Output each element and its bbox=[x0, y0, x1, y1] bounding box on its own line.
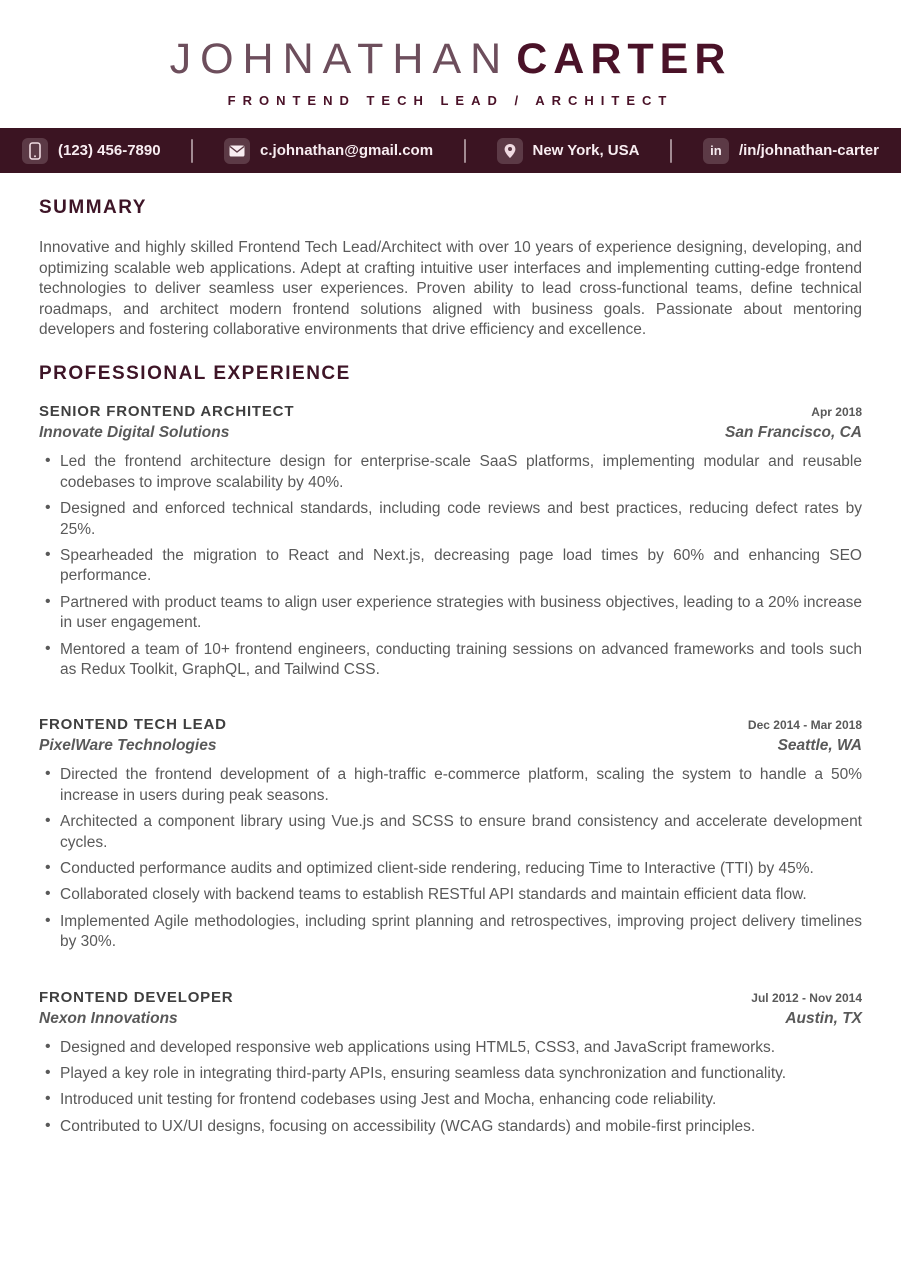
job-entry bbox=[39, 716, 862, 952]
job-location: Seattle, WA bbox=[777, 737, 862, 755]
contact-location-text: New York, USA bbox=[532, 142, 640, 160]
job-bullets bbox=[39, 1038, 862, 1138]
contact-separator bbox=[670, 139, 672, 163]
contact-separator bbox=[464, 139, 466, 163]
job-bullet: • Introduced unit testing for frontend codebases using Jest and Mocha, enhancing code reliability. bbox=[39, 1090, 862, 1110]
summary-section bbox=[39, 197, 862, 340]
job-bullet: • Conducted performance audits and optimized client-side rendering, reducing Time to Interactive (TTI) by 45%. bbox=[39, 859, 862, 879]
job-company: Innovate Digital Solutions bbox=[39, 424, 230, 442]
job-bullet: • Played a key role in integrating third-party APIs, ensuring seamless data synchronization and functionality. bbox=[39, 1064, 862, 1084]
job-bullet: • Collaborated closely with backend teams to establish RESTful API standards and maintain efficient data flow. bbox=[39, 885, 862, 905]
contact-phone bbox=[22, 138, 161, 164]
job-role: SENIOR FRONTEND ARCHITECT bbox=[39, 403, 295, 421]
job-bullet: • Implemented Agile methodologies, including sprint planning and retrospectives, improving project delivery timelines by 30%. bbox=[39, 912, 862, 953]
job-date: Dec 2014 - Mar 2018 bbox=[747, 718, 862, 733]
job-role: FRONTEND DEVELOPER bbox=[39, 988, 234, 1006]
job-bullet: • Directed the frontend development of a high-traffic e-commerce platform, scaling the system to handle a 50% increase in users during peak seasons. bbox=[39, 765, 862, 806]
job-bullet: • Spearheaded the migration to React and Next.js, decreasing page load times by 60% and enhancing SEO performance. bbox=[39, 546, 862, 587]
contact-email-text: c.johnathan@gmail.com bbox=[260, 142, 434, 160]
job-bullets bbox=[39, 452, 862, 680]
job-bullet: • Led the frontend architecture design for enterprise-scale SaaS platforms, implementing modular and reusable codebases to improve scalability by 40%. bbox=[39, 452, 862, 493]
experience-heading: PROFESSIONAL EXPERIENCE bbox=[39, 363, 351, 385]
job-bullet: • Architected a component library using Vue.js and SCSS to ensure brand consistency and accelerate development cycles. bbox=[39, 812, 862, 853]
contact-phone-text: (123) 456-7890 bbox=[58, 142, 161, 160]
job-entry bbox=[39, 403, 862, 680]
contact-bar bbox=[0, 128, 901, 173]
candidate-name bbox=[0, 36, 901, 83]
location-pin-icon bbox=[497, 138, 523, 164]
contact-linkedin bbox=[703, 138, 879, 164]
linkedin-icon bbox=[703, 138, 729, 164]
job-entry bbox=[39, 989, 862, 1138]
job-title-subtitle: FRONTEND TECH LEAD / ARCHITECT bbox=[227, 93, 674, 109]
contact-linkedin-text: /in/johnathan-carter bbox=[738, 142, 879, 160]
linkedin-icon-glyph: in bbox=[710, 143, 722, 159]
contact-separator bbox=[191, 139, 193, 163]
job-location: San Francisco, CA bbox=[725, 424, 862, 442]
job-bullet: • Designed and developed responsive web applications using HTML5, CSS3, and JavaScript frameworks. bbox=[39, 1038, 862, 1058]
summary-paragraph: Innovative and highly skilled Frontend Tech Lead/Architect with over 10 years of experience designing, developing, and optimizing scalable web applications. Adept at crafting intuitive user interfaces and implementing cutting-edge frontend technologies to deliver seamless user experiences. Proven ability to lead cross-functional teams, define technical roadmaps, and architect modern frontend solutions aligned with business goals. Passionate about mentoring developers and fostering collaborative environments that drive efficiency and excellence. bbox=[39, 239, 862, 338]
summary-heading: SUMMARY bbox=[39, 197, 147, 219]
first-name: JOHNATHAN bbox=[169, 35, 511, 83]
resume-body bbox=[0, 197, 901, 1137]
last-name: CARTER bbox=[516, 35, 732, 83]
job-location: Austin, TX bbox=[785, 1009, 862, 1027]
job-company: PixelWare Technologies bbox=[39, 737, 217, 755]
job-bullet: • Mentored a team of 10+ frontend engineers, conducting training sessions on advanced frameworks and tools such as Redux Toolkit, GraphQL, and Tailwind CSS. bbox=[39, 640, 862, 681]
job-date: Jul 2012 - Nov 2014 bbox=[751, 990, 862, 1005]
job-role: FRONTEND TECH LEAD bbox=[39, 716, 227, 734]
job-bullets bbox=[39, 765, 862, 952]
experience-section bbox=[39, 363, 862, 1137]
job-bullet: • Partnered with product teams to align user experience strategies with business objectives, leading to a 20% increase in user engagement. bbox=[39, 593, 862, 634]
job-company: Nexon Innovations bbox=[39, 1009, 178, 1027]
job-bullet: • Contributed to UX/UI designs, focusing on accessibility (WCAG standards) and mobile-first principles. bbox=[39, 1117, 862, 1137]
job-bullet: • Designed and enforced technical standards, including code reviews and best practices, reducing defect rates by 25%. bbox=[39, 499, 862, 540]
contact-location bbox=[497, 138, 640, 164]
phone-icon bbox=[22, 138, 48, 164]
job-date: Apr 2018 bbox=[811, 405, 862, 420]
jobs-list bbox=[39, 403, 862, 1137]
email-icon bbox=[224, 138, 250, 164]
resume-header bbox=[0, 0, 901, 108]
contact-email bbox=[224, 138, 433, 164]
